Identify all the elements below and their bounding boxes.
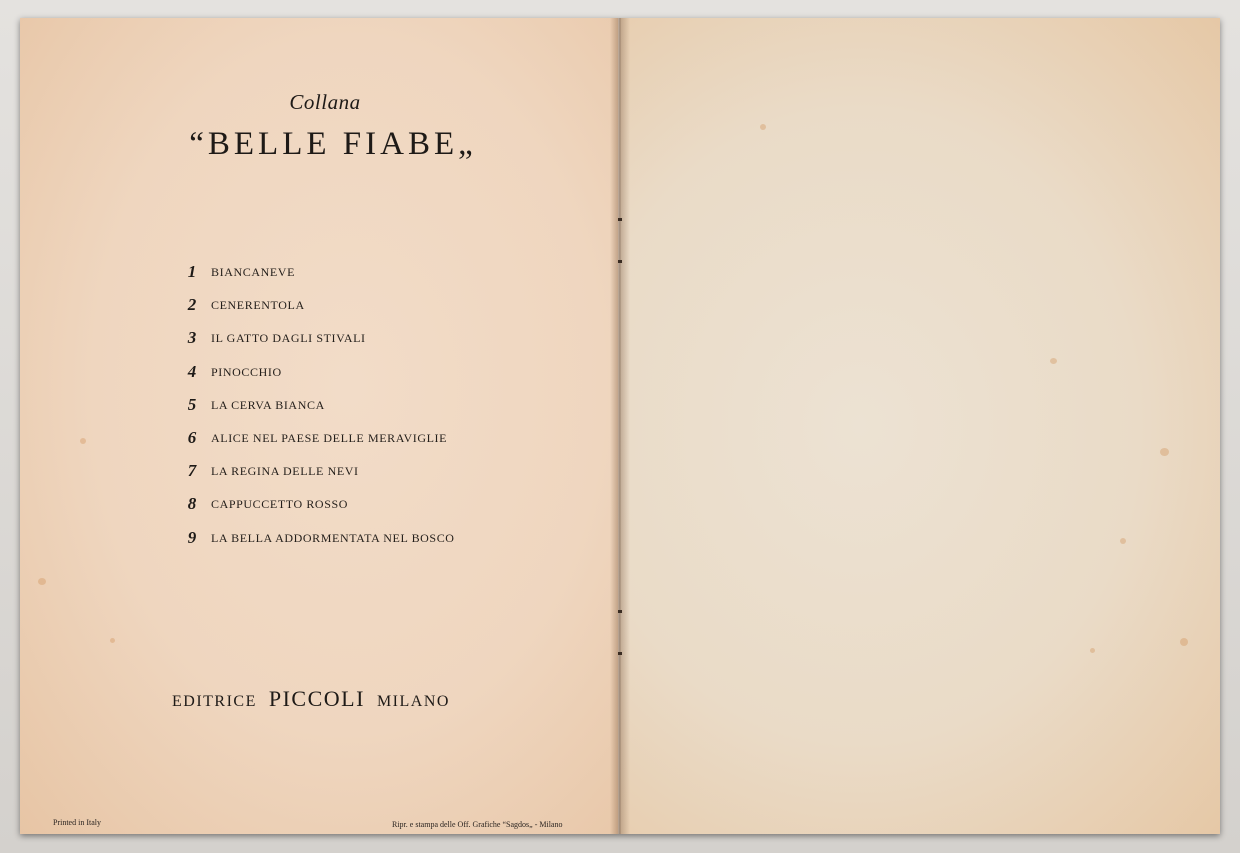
- series-title: “BELLE FIABE„: [189, 126, 477, 162]
- item-number: 5: [187, 394, 197, 414]
- item-title: ALICE NEL PAESE DELLE MERAVIGLIE: [211, 430, 448, 445]
- printer-credit: Ripr. e stampa delle Off. Grafiche “Sagdos„ - Milano: [392, 820, 563, 829]
- binding-stitch: [618, 218, 622, 221]
- item-number: 4: [187, 361, 197, 381]
- item-title: IL GATTO DAGLI STIVALI: [211, 331, 366, 346]
- binding-stitch: [618, 610, 622, 613]
- item-number: 6: [187, 427, 197, 447]
- item-number: 8: [187, 494, 197, 514]
- item-number: 2: [187, 295, 197, 315]
- collana-label: Collana: [289, 90, 361, 114]
- binding-stitch: [618, 260, 622, 263]
- binding-stitch: [618, 652, 622, 655]
- item-title: LA BELLA ADDORMENTATA NEL BOSCO: [211, 530, 455, 545]
- open-book: [20, 18, 1220, 834]
- item-number: 3: [187, 328, 197, 348]
- item-number: 1: [187, 262, 197, 281]
- item-title: CENERENTOLA: [211, 298, 305, 313]
- item-number: 7: [187, 461, 197, 481]
- publisher-line: [172, 686, 450, 712]
- book-gutter: [610, 18, 630, 834]
- publisher-name: PICCOLI: [268, 686, 365, 711]
- item-title: LA REGINA DELLE NEVI: [211, 464, 359, 479]
- item-title: LA CERVA BIANCA: [211, 397, 325, 412]
- publisher-prefix: EDITRICE: [172, 693, 257, 710]
- left-page: [20, 18, 618, 834]
- item-number: 9: [187, 527, 197, 547]
- printed-in-note: Printed in Italy: [53, 818, 101, 827]
- item-title: PINOCCHIO: [211, 364, 282, 379]
- item-title: BIANCANEVE: [211, 265, 295, 279]
- right-page-blank: [620, 18, 1220, 834]
- publisher-city: MILANO: [376, 693, 450, 710]
- item-title: CAPPUCCETTO ROSSO: [211, 497, 349, 512]
